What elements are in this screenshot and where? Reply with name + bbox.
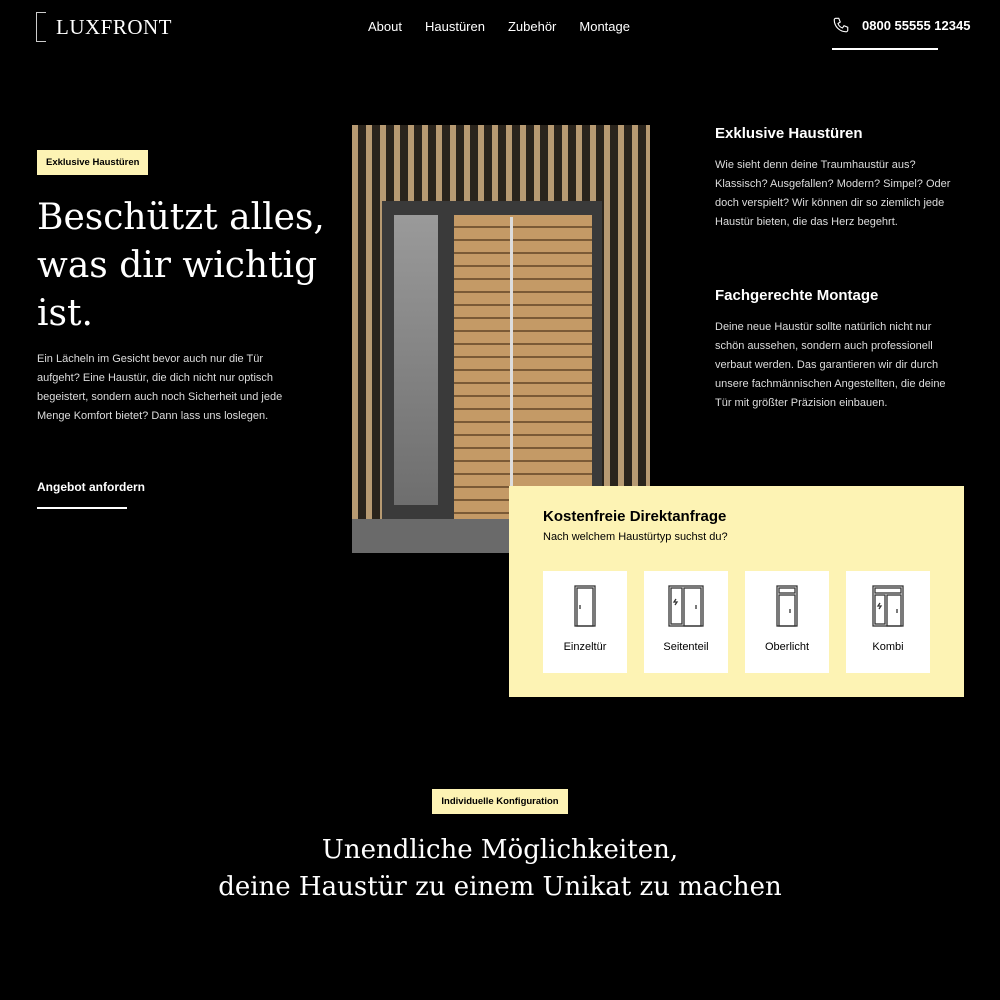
main-nav xyxy=(368,19,630,34)
logo[interactable] xyxy=(36,12,172,42)
nav-about[interactable]: About xyxy=(368,19,402,34)
option-label: Kombi xyxy=(872,641,904,653)
feature-title: Exklusive Haustüren xyxy=(715,125,863,142)
combo-door-icon xyxy=(872,585,904,627)
configuration-section xyxy=(0,789,1000,906)
door-type-einzeltuer[interactable] xyxy=(543,571,627,673)
door-type-kombi[interactable] xyxy=(846,571,930,673)
option-label: Einzeltür xyxy=(563,641,607,653)
single-door-icon xyxy=(574,585,596,627)
nav-haustueren[interactable]: Haustüren xyxy=(424,19,485,34)
transom-door-icon xyxy=(776,585,798,627)
section-badge: Individuelle Konfiguration xyxy=(432,789,567,814)
feature-text: Deine neue Haustür sollte natürlich nicht nur schön aussehen, sondern auch professionell verbaut werden. Das garantieren wir dir durch unsere fachmännischen Angestellten, die deine Tür mit größter Präzision einbauen. xyxy=(715,321,946,409)
option-label: Oberlicht xyxy=(764,641,810,653)
feature-montage xyxy=(715,287,955,413)
door-type-oberlicht[interactable] xyxy=(745,571,829,673)
hero-title: Beschützt alles, was dir wichtig ist. xyxy=(37,197,325,334)
phone-number: 0800 55555 12345 xyxy=(862,17,971,33)
logo-text: LUXFRONT xyxy=(56,14,173,39)
form-title: Kostenfreie Direktanfrage xyxy=(543,508,727,525)
feature-exclusive xyxy=(715,125,955,232)
nav-montage[interactable]: Montage xyxy=(579,19,630,34)
logo-mark-icon xyxy=(36,12,46,42)
phone-link[interactable] xyxy=(832,16,970,34)
hero-badge: Exklusive Haustüren xyxy=(37,150,148,175)
side-panel-door-icon xyxy=(668,585,704,627)
request-offer-link[interactable]: Angebot anfordern xyxy=(37,480,145,494)
form-subtitle: Nach welchem Haustürtyp suchst du? xyxy=(543,531,728,543)
feature-title: Fachgerechte Montage xyxy=(715,287,879,304)
option-label: Seitenteil xyxy=(663,641,709,653)
feature-text: Wie sieht denn deine Traumhaustür aus? Klassisch? Ausgefallen? Modern? Simpel? Oder doch verspielt? Wir können dir so ziemlich jede Haustür bieten, die das Herz begehrt. xyxy=(715,159,951,228)
phone-icon xyxy=(832,16,850,34)
cta-underline xyxy=(37,507,127,509)
door-type-seitenteil[interactable] xyxy=(644,571,728,673)
direct-request-form xyxy=(509,486,964,697)
section-title-line2: deine Haustür zu einem Unikat zu machen xyxy=(218,872,782,902)
nav-zubehoer[interactable]: Zubehör xyxy=(507,19,557,34)
section-title xyxy=(0,832,1000,906)
section-title-line1: Unendliche Möglichkeiten, xyxy=(321,835,679,865)
phone-underline xyxy=(832,48,938,50)
hero-text: Ein Lächeln im Gesicht bevor auch nur die Tür aufgeht? Eine Haustür, die dich nicht nur optisch begeistert, sondern auch noch Sicherheit und jede Menge Komfort bietet? Dann lass uns loslegen. xyxy=(37,353,283,422)
